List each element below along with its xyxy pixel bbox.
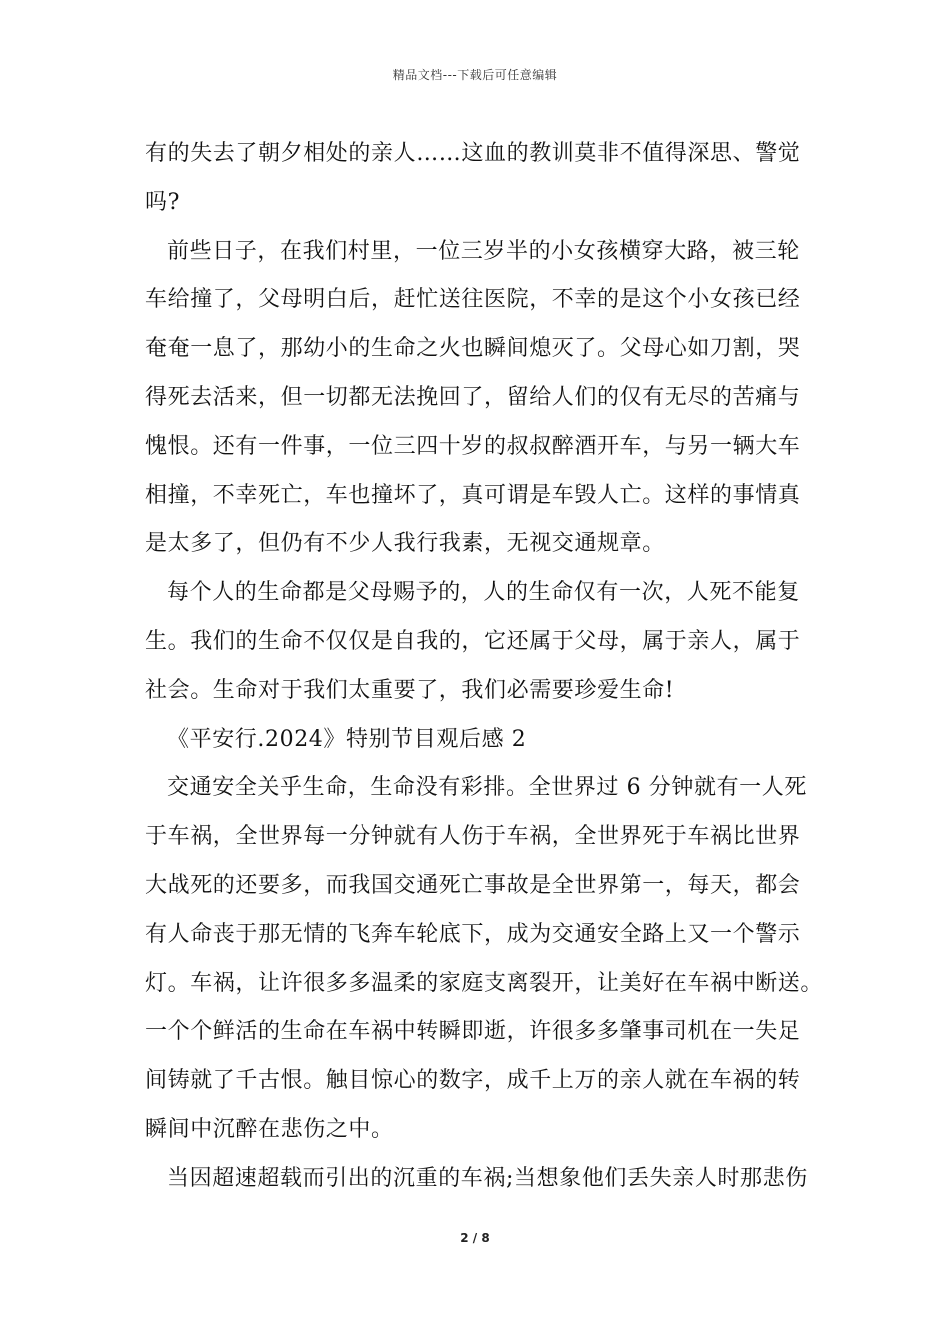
- text-line: 得死去活来，但一切都无法挽回了，留给人们的仅有无尽的苦痛与: [145, 384, 801, 410]
- text-line: 灯。车祸，让许很多多温柔的家庭支离裂开，让美好在车祸中断送。: [145, 970, 824, 996]
- text-line: 间铸就了千古恨。触目惊心的数字，成千上万的亲人就在车祸的转: [145, 1068, 801, 1094]
- document-body: [145, 130, 824, 1204]
- text-line: 有人命丧于那无情的飞奔车轮底下，成为交通安全路上又一个警示: [145, 921, 801, 947]
- text-line: 社会。生命对于我们太重要了，我们必需要珍爱生命!: [145, 677, 675, 703]
- text-line: 当因超速超载而引出的沉重的车祸;当想象他们丢失亲人时那悲伤: [167, 1165, 808, 1191]
- text-line: 车给撞了，父母明白后，赶忙送往医院，不幸的是这个小女孩已经: [145, 287, 801, 313]
- paragraph: [145, 1155, 815, 1204]
- paragraph: [145, 569, 815, 715]
- text-line: 瞬间中沉醉在悲伤之中。: [145, 1116, 394, 1142]
- heading-line: 《平安行.2024》特别节目观后感 2: [167, 726, 527, 752]
- paragraph: [145, 130, 815, 228]
- text-line: 吗?: [145, 189, 180, 215]
- section-heading: [145, 716, 815, 765]
- text-line: 大战死的还要多，而我国交通死亡事故是全世界第一，每天，都会: [145, 872, 801, 898]
- text-line: 相撞，不幸死亡，车也撞坏了，真可谓是车毁人亡。这样的事情真: [145, 482, 801, 508]
- text-line: 于车祸，全世界每一分钟就有人伤于车祸，全世界死于车祸比世界: [145, 824, 801, 850]
- text-line: 奄奄一息了，那幼小的生命之火也瞬间熄灭了。父母心如刀割，哭: [145, 336, 801, 362]
- text-line: 生。我们的生命不仅仅是自我的，它还属于父母，属于亲人，属于: [145, 628, 801, 654]
- text-line: 是太多了，但仍有不少人我行我素，无视交通规章。: [145, 531, 665, 557]
- text-line: 愧恨。还有一件事，一位三四十岁的叔叔醉酒开车，与另一辆大车: [145, 433, 801, 459]
- page-header: 精品文档---下载后可任意编辑: [392, 68, 558, 82]
- page-number: 2 / 8: [460, 1231, 490, 1245]
- text-line: 每个人的生命都是父母赐予的，人的生命仅有一次，人死不能复: [167, 580, 800, 606]
- text-line: 前些日子，在我们村里，一位三岁半的小女孩横穿大路，被三轮: [167, 238, 800, 264]
- text-line: 有的失去了朝夕相处的亲人……这血的教训莫非不值得深思、警觉: [145, 141, 801, 166]
- text-line: 交通安全关乎生命，生命没有彩排。全世界过 6 分钟就有一人死: [167, 775, 807, 801]
- text-line: 一个个鲜活的生命在车祸中转瞬即逝，许很多多肇事司机在一失足: [145, 1019, 801, 1045]
- paragraph: [145, 764, 824, 1154]
- paragraph: [145, 228, 815, 570]
